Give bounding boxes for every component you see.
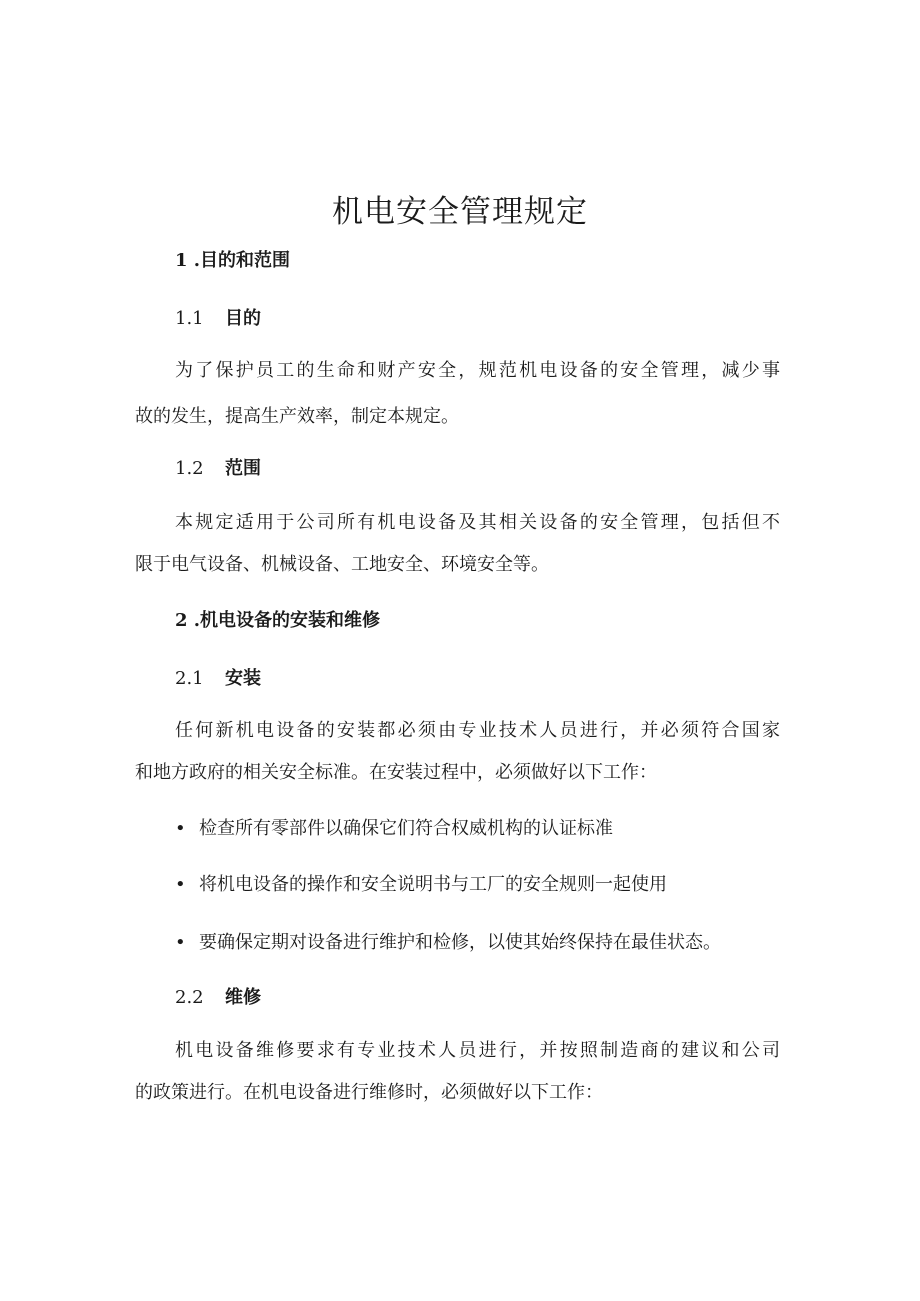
- heading-number: 2.1: [175, 668, 204, 689]
- heading-section-2: 2 .机电设备的安装和维修: [175, 610, 381, 631]
- paragraph-line: 任何新机电设备的安装都必须由专业技术人员进行，并必须符合国家: [175, 720, 780, 741]
- bullet-text: 检查所有零部件以确保它们符合权威机构的认证标准: [199, 818, 613, 839]
- heading-label: 目的: [225, 308, 261, 329]
- bullet-icon: •: [175, 932, 186, 953]
- bullet-icon: •: [175, 818, 186, 839]
- bullet-text: 要确保定期对设备进行维护和检修，以使其始终保持在最佳状态。: [199, 932, 721, 953]
- heading-label: 范围: [225, 458, 261, 479]
- heading-number: 2.2: [175, 987, 204, 1008]
- heading-1-1: [175, 304, 261, 330]
- heading-number: 1.1: [175, 308, 204, 329]
- heading-label: 安装: [225, 668, 261, 689]
- heading-1-2: [175, 454, 261, 480]
- paragraph-line: 故的发生，提高生产效率，制定本规定。: [135, 406, 459, 427]
- bullet-icon: •: [175, 874, 186, 895]
- heading-2-2: [175, 983, 261, 1009]
- bullet-item: [175, 928, 721, 954]
- bullet-item: [175, 870, 667, 896]
- document-title: 机电安全管理规定: [332, 194, 588, 230]
- heading-label: 维修: [225, 987, 261, 1008]
- paragraph-line: 机电设备维修要求有专业技术人员进行，并按照制造商的建议和公司: [175, 1040, 780, 1061]
- paragraph-line: 为了保护员工的生命和财产安全，规范机电设备的安全管理，减少事: [175, 360, 780, 381]
- heading-section-1: 1 .目的和范围: [175, 250, 291, 271]
- heading-number: 1.2: [175, 458, 204, 479]
- paragraph-line: 的政策进行。在机电设备进行维修时，必须做好以下工作：: [135, 1082, 603, 1103]
- heading-2-1: [175, 664, 261, 690]
- bullet-item: [175, 814, 613, 840]
- paragraph-line: 限于电气设备、机械设备、工地安全、环境安全等。: [135, 554, 549, 575]
- bullet-text: 将机电设备的操作和安全说明书与工厂的安全规则一起使用: [199, 874, 667, 895]
- paragraph-line: 本规定适用于公司所有机电设备及其相关设备的安全管理，包括但不: [175, 512, 780, 533]
- paragraph-line: 和地方政府的相关安全标准。在安装过程中，必须做好以下工作：: [135, 762, 657, 783]
